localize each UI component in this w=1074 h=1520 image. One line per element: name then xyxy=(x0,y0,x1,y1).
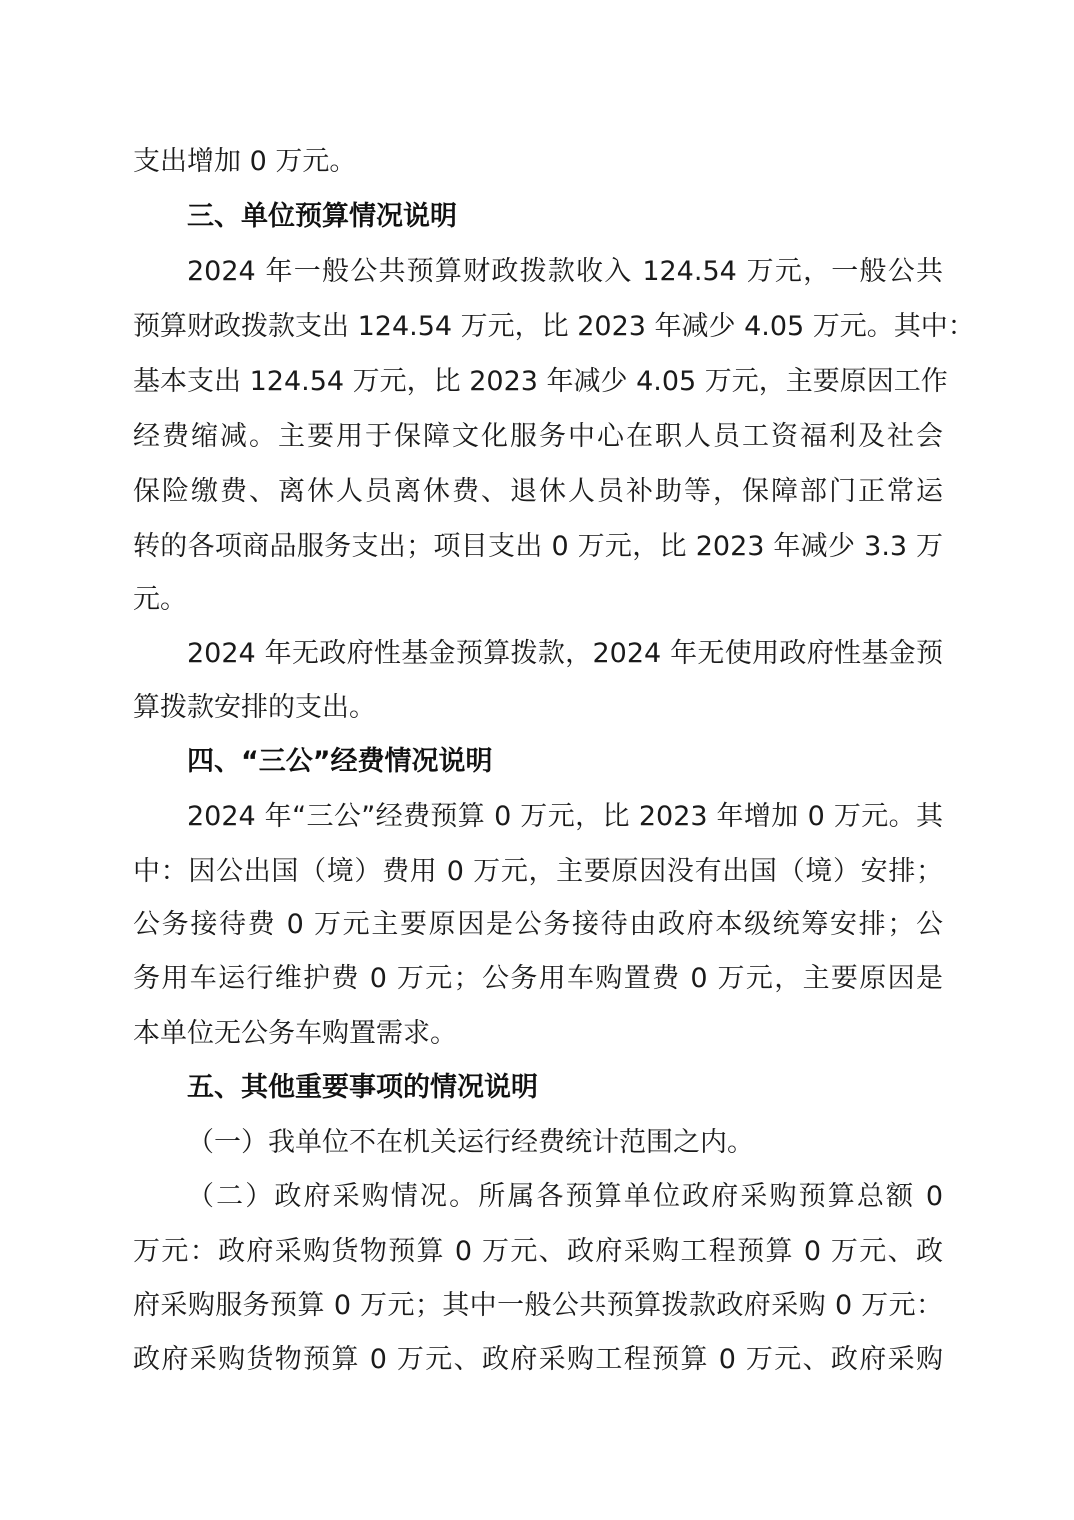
text-line: 务用车运行维护费 0 万元；公务用车购置费 0 万元，主要原因是 xyxy=(133,963,943,994)
text-line: 政府采购货物预算 0 万元、政府采购工程预算 0 万元、政府采购 xyxy=(133,1344,943,1375)
text-line: 算拨款安排的支出。 xyxy=(133,692,376,723)
text-line: 预算财政拨款支出 124.54 万元，比 2023 年减少 4.05 万元。其中： xyxy=(133,311,975,342)
text-line: 2024 年无政府性基金预算拨款，2024 年无使用政府性基金预 xyxy=(187,638,943,669)
text-line: 府采购服务预算 0 万元；其中一般公共预算拨款政府采购 0 万元： xyxy=(133,1290,943,1321)
text-line: 经费缩减。主要用于保障文化服务中心在职人员工资福利及社会 xyxy=(133,421,943,452)
text-line: （一）我单位不在机关运行经费统计范围之内。 xyxy=(187,1127,754,1158)
text-line: 支出增加 0 万元。 xyxy=(133,146,357,177)
text-line: 转的各项商品服务支出；项目支出 0 万元，比 2023 年减少 3.3 万 xyxy=(133,531,943,562)
text-line: 保险缴费、离休人员离休费、退休人员补助等，保障部门正常运 xyxy=(133,476,943,507)
text-line: 中：因公出国（境）费用 0 万元，主要原因没有出国（境）安排； xyxy=(133,856,943,887)
text-line: 公务接待费 0 万元主要原因是公务接待由政府本级统筹安排；公 xyxy=(133,909,943,940)
text-line: 2024 年“三公”经费预算 0 万元，比 2023 年增加 0 万元。其 xyxy=(187,801,943,832)
text-line: 基本支出 124.54 万元，比 2023 年减少 4.05 万元，主要原因工作 xyxy=(133,366,948,397)
text-line: 元。 xyxy=(133,584,187,615)
section-heading-three-public-expenses: 四、“三公”经费情况说明 xyxy=(187,746,493,777)
text-line: 本单位无公务车购置需求。 xyxy=(133,1018,457,1049)
text-line: （二）政府采购情况。所属各预算单位政府采购预算总额 0 xyxy=(187,1181,943,1212)
text-line: 万元：政府采购货物预算 0 万元、政府采购工程预算 0 万元、政 xyxy=(133,1236,943,1267)
section-heading-other-matters: 五、其他重要事项的情况说明 xyxy=(187,1072,538,1103)
text-line: 2024 年一般公共预算财政拨款收入 124.54 万元，一般公共 xyxy=(187,256,943,287)
section-heading-unit-budget: 三、单位预算情况说明 xyxy=(187,201,457,232)
